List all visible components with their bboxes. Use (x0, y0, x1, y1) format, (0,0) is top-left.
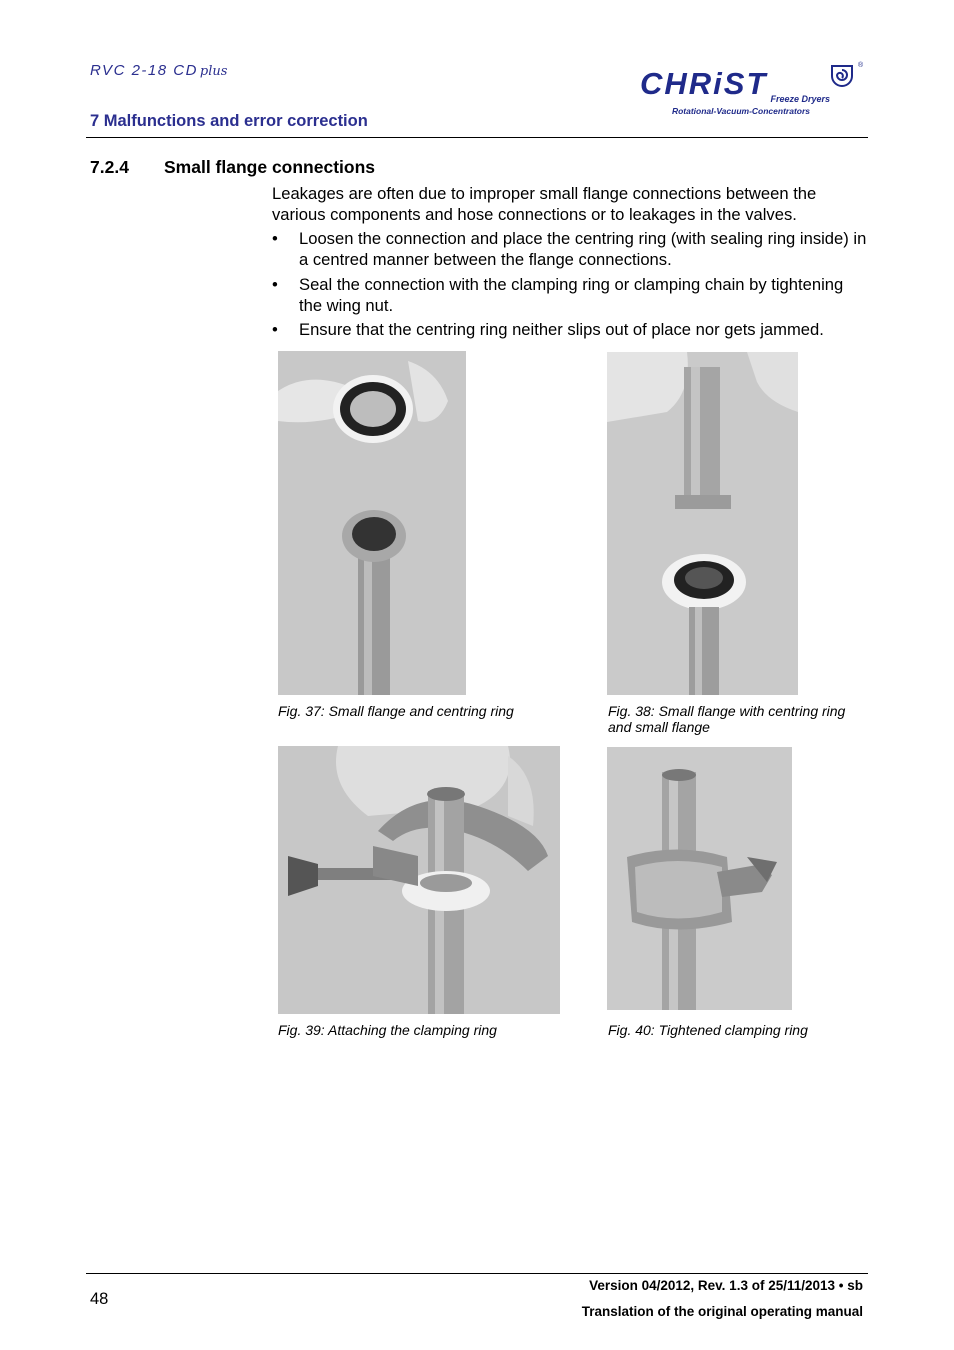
figure-39-caption: Fig. 39: Attaching the clamping ring (278, 1022, 497, 1038)
page-number: 48 (90, 1290, 109, 1308)
footer-divider (86, 1273, 868, 1274)
translation-note: Translation of the original operating manual (581, 1304, 863, 1319)
logo-emblem-icon (830, 64, 854, 88)
figure-39-photo (278, 746, 560, 1014)
section-title: Small flange connections (164, 157, 376, 177)
bullet-symbol: • (272, 320, 278, 339)
intro-paragraph: Leakages are often due to improper small flange connections between the various components and hose connections or to leakages in the valves. (272, 184, 817, 224)
figure-38-photo (607, 352, 798, 695)
bullet-text: Seal the connection with the clamping ring or clamping chain by tightening the wing nut. (299, 275, 844, 315)
bullet-text: Ensure that the centring ring neither slips out of place nor gets jammed. (299, 320, 824, 339)
christ-logo (640, 60, 866, 120)
figure-38-caption: Fig. 38: Small flange with centring ring and small flange (608, 703, 846, 735)
product-model-suffix: plus (199, 64, 228, 79)
product-model (90, 62, 227, 79)
logo-subtitle-rvc: Rotational-Vacuum-Concentrators (671, 106, 810, 116)
figure-37-caption: Fig. 37: Small flange and centring ring (278, 703, 514, 719)
figure-37-photo (278, 351, 466, 695)
bullet-symbol: • (272, 275, 278, 294)
logo-wordmark: CHRiST (640, 66, 768, 101)
product-model-name: RVC 2-18 CD (90, 62, 198, 79)
registered-mark: ® (858, 62, 864, 69)
chapter-title: 7 Malfunctions and error correction (90, 112, 368, 130)
figure-40-caption: Fig. 40: Tightened clamping ring (608, 1022, 808, 1038)
header-divider (86, 137, 868, 138)
logo-subtitle-freeze-dryers: Freeze Dryers (770, 94, 830, 104)
bullet-symbol: • (272, 229, 278, 248)
figure-40-photo (607, 747, 792, 1010)
version-info: Version 04/2012, Rev. 1.3 of 25/11/2013 • sb (589, 1278, 863, 1293)
bullet-text: Loosen the connection and place the centring ring (with sealing ring inside) in a centred manner between the flange connections. (299, 229, 867, 269)
section-number: 7.2.4 (90, 157, 129, 177)
